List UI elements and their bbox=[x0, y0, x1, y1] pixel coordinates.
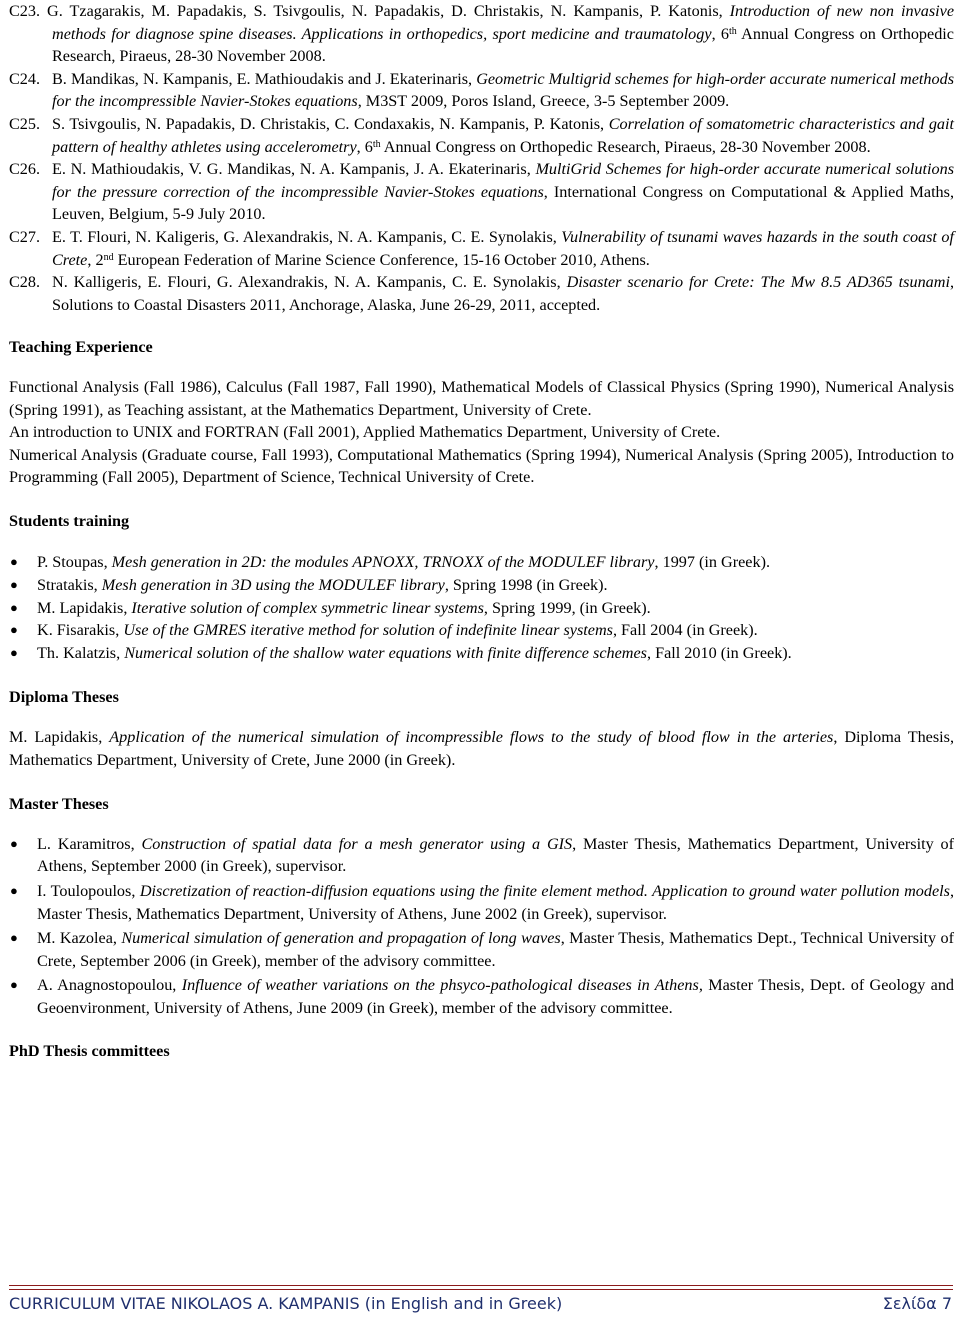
master-title: Discretization of reaction-diffusion equations using the finite element method. Application to ground water pollution models bbox=[139, 882, 950, 900]
student-detail: , Spring 1999, (in Greek). bbox=[483, 598, 651, 617]
list-item bbox=[9, 597, 954, 620]
ref-authors: G. Tzagarakis, M. Papadakis, S. Tsivgoulis, N. Papadakis, D. Christakis, N. Kampanis, P. Katonis, bbox=[47, 2, 730, 20]
ref-venue: , Solutions to Coastal Disasters 2011, Anchorage, Alaska, June 26-29, 2011, accepted. bbox=[52, 273, 954, 314]
ref-number: C27. bbox=[9, 227, 41, 246]
teaching-section bbox=[9, 376, 954, 489]
section-heading-students: Students training bbox=[9, 511, 130, 530]
student-detail: , Fall 2010 (in Greek). bbox=[646, 643, 792, 662]
page-number: Σελίδα 7 bbox=[882, 1294, 952, 1313]
ref-sup: th bbox=[729, 25, 737, 37]
master-detail: , Master Thesis, Mathematics Department, University of Athens, September 2000 (in Greek), supervisor. bbox=[37, 834, 954, 876]
master-title: Numerical simulation of generation and propagation of long waves bbox=[121, 929, 561, 948]
master-detail: , Master Thesis, Mathematics Dept., Technical University of Crete, September 2006 (in Greek), member of the advisory committee. bbox=[37, 929, 954, 970]
ref-authors: E. N. Mathioudakis, V. G. Mandikas, N. A. Kampanis, J. A. Ekaterinaris, bbox=[52, 160, 536, 179]
ref-venue-rest: Annual Congress on Orthopedic Research, Piraeus, 28-30 November 2008. bbox=[52, 24, 954, 66]
section-heading-master: Master Theses bbox=[9, 795, 109, 814]
student-detail: , 1997 (in Greek). bbox=[654, 553, 771, 572]
list-item bbox=[9, 833, 954, 878]
footer-rule-thin bbox=[9, 1289, 953, 1290]
reference-c28 bbox=[9, 271, 954, 316]
master-detail: Master Thesis, Dept. of Geology and Geoenvironment, University of Athens, June 2009 (in Greek), member of the advisory committee. bbox=[37, 976, 955, 1017]
list-item bbox=[9, 551, 954, 574]
list-item bbox=[9, 927, 954, 972]
reference-c26 bbox=[9, 158, 955, 226]
list-item bbox=[9, 619, 954, 642]
student-title: Use of the GMRES iterative method for solution of indefinite linear systems bbox=[123, 621, 613, 640]
master-name: A. Anagnostopoulou, bbox=[37, 976, 182, 995]
ref-title: Correlation of somatometric characteristics and gait pattern of healthy athletes using accelerometry bbox=[52, 114, 955, 156]
ref-authors: E. T. Flouri, N. Kaligeris, G. Alexandrakis, N. A. Kampanis, C. E. Synolakis, bbox=[52, 227, 562, 246]
ref-sup: th bbox=[372, 138, 381, 150]
ref-venue: , International Congress on Computational & Applied Maths, Leuven, Belgium, 5-9 July 2010. bbox=[52, 182, 955, 224]
ref-number: C26. bbox=[9, 160, 41, 179]
bullet-icon: ● bbox=[10, 554, 18, 570]
bullet-icon: ● bbox=[10, 577, 18, 593]
ref-number: C24. bbox=[9, 69, 41, 88]
student-name: M. Lapidakis, bbox=[37, 598, 132, 617]
ref-title: Geometric Multigrid schemes for high-order accurate numerical methods for the incompressible Navier-Stokes equations bbox=[52, 69, 955, 111]
ref-number: C23. bbox=[9, 2, 48, 20]
master-name: M. Kazolea, bbox=[37, 929, 122, 948]
section-heading-phd: PhD Thesis committees bbox=[9, 1041, 170, 1060]
bullet-icon: ● bbox=[10, 599, 18, 615]
document-page bbox=[9, 0, 954, 1062]
list-item bbox=[9, 642, 954, 665]
teaching-paragraph: An introduction to UNIX and FORTRAN (Fall 2001), Applied Mathematics Department, University of Crete. bbox=[9, 423, 721, 442]
student-name: Th. Kalatzis, bbox=[37, 643, 125, 662]
student-detail: , Fall 2004 (in Greek). bbox=[612, 621, 758, 640]
master-title: Construction of spatial data for a mesh generator using a GIS bbox=[141, 834, 573, 853]
ref-title: Vulnerability of tsunami waves hazards in the south coast of Crete bbox=[52, 227, 954, 269]
footer-rule bbox=[9, 1285, 953, 1286]
list-item bbox=[9, 574, 954, 597]
students-list bbox=[9, 551, 954, 664]
student-name: Stratakis, bbox=[37, 576, 102, 595]
diploma-name: M. Lapidakis, bbox=[9, 728, 110, 747]
student-title: Numerical solution of the shallow water equations with finite difference schemes bbox=[124, 643, 647, 662]
bullet-icon: ● bbox=[10, 835, 18, 851]
footer-title: CURRICULUM VITAE NIKOLAOS A. KAMPANIS (in English and in Greek) bbox=[9, 1294, 563, 1313]
ref-number: C25. bbox=[9, 114, 41, 133]
ref-authors: B. Mandikas, N. Kampanis, E. Mathioudakis and J. Ekaterinaris, bbox=[52, 69, 477, 88]
bullet-icon: ● bbox=[10, 883, 18, 898]
master-detail: , Master Thesis, Mathematics Department, University of Athens, June 2002 (in Greek), supervisor. bbox=[37, 882, 954, 923]
master-list bbox=[9, 833, 954, 1020]
section-heading-diploma: Diploma Theses bbox=[9, 688, 119, 707]
ref-title: Disaster scenario for Crete: The Mw 8.5 AD365 tsunami bbox=[566, 273, 950, 292]
list-item bbox=[9, 880, 954, 925]
ref-authors: S. Tsivgoulis, N. Papadakis, D. Christakis, C. Condaxakis, N. Kampanis, P. Katonis, bbox=[52, 114, 609, 133]
master-name: I. Toulopoulos, bbox=[37, 882, 140, 900]
teaching-paragraph: Functional Analysis (Fall 1986), Calculus (Fall 1987, Fall 1990), Mathematical Models of Classical Physics (Spring 1990), Numerical Analysis (Spring 1991), as Teaching assistant, at the Mathematics Department, University of Crete. bbox=[9, 377, 954, 419]
student-name: P. Stoupas, bbox=[37, 553, 112, 572]
student-detail: , Spring 1998 (in Greek). bbox=[444, 576, 608, 595]
bullet-icon: ● bbox=[10, 622, 18, 638]
ref-venue: , 6 bbox=[711, 24, 729, 43]
ref-title: Introduction of new non invasive methods for diagnose spine diseases. Applications in orthopedics, sport medicine and traumatology bbox=[52, 2, 954, 43]
ref-venue-rest: Annual Congress on Orthopedic Research, Piraeus, 28-30 November 2008. bbox=[380, 137, 871, 156]
ref-venue: , 6 bbox=[356, 137, 373, 156]
student-title: Mesh generation in 2D: the modules APNOXX, TRNOXX of the MODULEF library bbox=[111, 553, 655, 572]
diploma-entry bbox=[9, 726, 954, 771]
ref-number: C28. bbox=[9, 273, 41, 292]
reference-c24 bbox=[9, 68, 955, 113]
section-heading-teaching: Teaching Experience bbox=[9, 338, 153, 357]
ref-authors: N. Kalligeris, E. Flouri, G. Alexandrakis, N. A. Kampanis, C. E. Synolakis, bbox=[52, 273, 567, 292]
reference-c23 bbox=[9, 0, 954, 68]
teaching-paragraph: Numerical Analysis (Graduate course, Fall 1993), Computational Mathematics (Spring 1994), Numerical Analysis (Spring 2005), Introduction to Programming (Fall 2005), Department of Science, Technical University of Crete. bbox=[9, 445, 954, 487]
bullet-icon: ● bbox=[10, 644, 18, 660]
bullet-icon: ● bbox=[10, 977, 18, 993]
ref-venue-rest: European Federation of Marine Science Conference, 15-16 October 2010, Athens. bbox=[113, 250, 650, 269]
student-title: Mesh generation in 3D using the MODULEF library bbox=[101, 576, 445, 595]
student-name: K. Fisarakis, bbox=[37, 621, 124, 640]
ref-venue: , 2 bbox=[87, 250, 104, 269]
master-name: L. Karamitros, bbox=[37, 834, 142, 853]
list-item bbox=[9, 974, 954, 1019]
reference-c27 bbox=[9, 226, 954, 271]
ref-sup: nd bbox=[103, 251, 114, 263]
bullet-icon: ● bbox=[10, 930, 18, 946]
diploma-title: Application of the numerical simulation of incompressible flows to the study of blood flow in the arteries bbox=[109, 728, 834, 747]
conference-list bbox=[9, 0, 954, 316]
diploma-detail: , Diploma Thesis, Mathematics Department, University of Crete, June 2000 (in Greek). bbox=[9, 728, 954, 769]
master-title: Influence of weather variations on the phsyco-pathological diseases in Athens, bbox=[181, 976, 703, 995]
ref-title: MultiGrid Schemes for high-order accurate numerical solutions for the pressure correction of the incompressible Navier-Stokes equations bbox=[52, 160, 954, 201]
reference-c25 bbox=[9, 113, 955, 158]
ref-venue: , M3ST 2009, Poros Island, Greece, 3-5 September 2009. bbox=[357, 92, 730, 111]
student-title: Iterative solution of complex symmetric linear systems bbox=[131, 598, 484, 617]
